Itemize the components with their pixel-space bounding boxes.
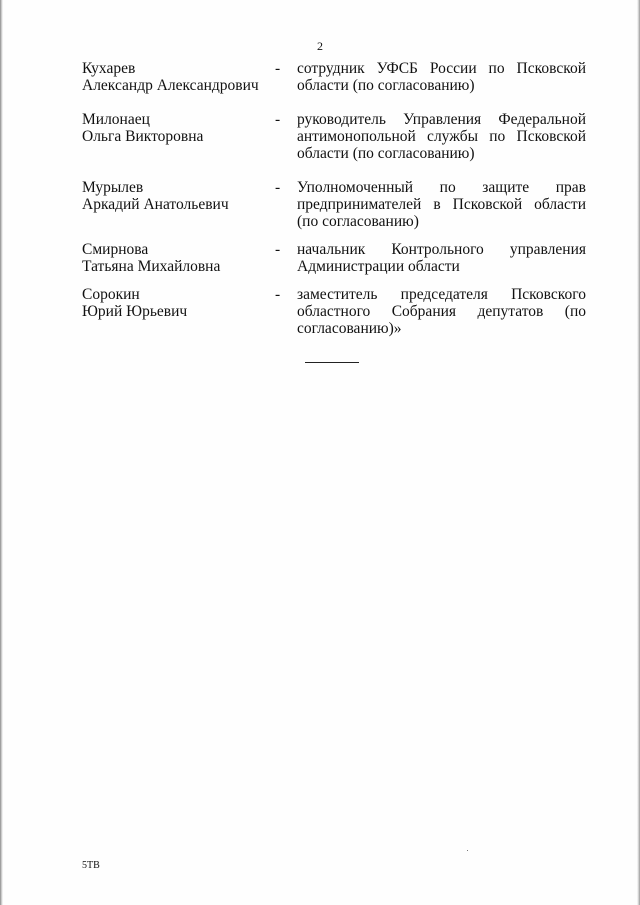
position-line: (по согласованию) bbox=[297, 213, 419, 230]
member-list bbox=[82, 60, 586, 346]
list-item bbox=[82, 241, 586, 286]
position-line: антимонопольной службы по Псковской bbox=[297, 128, 586, 145]
surname: Милонаец bbox=[82, 111, 150, 128]
footer-code: 5ТВ bbox=[82, 860, 100, 871]
position-line: Администрации области bbox=[297, 258, 460, 275]
person-name bbox=[82, 60, 269, 111]
scan-left-edge bbox=[0, 0, 3, 905]
given-names: Аркадий Анатольевич bbox=[82, 196, 229, 213]
person-name bbox=[82, 286, 269, 346]
person-name bbox=[82, 179, 269, 241]
position-line: предпринимателей в Псковской области bbox=[297, 196, 586, 213]
person-name bbox=[82, 241, 269, 286]
surname: Сорокин bbox=[82, 286, 140, 303]
position-line: сотрудник УФСБ России по Псковской bbox=[297, 60, 586, 77]
position-description bbox=[297, 111, 586, 179]
person-name bbox=[82, 111, 269, 179]
list-item bbox=[82, 179, 586, 241]
given-names: Юрий Юрьевич bbox=[82, 303, 188, 320]
position-line: Уполномоченный по защите прав bbox=[297, 179, 586, 196]
scan-speck bbox=[467, 850, 468, 851]
position-description bbox=[297, 286, 586, 346]
given-names: Александр Александрович bbox=[82, 77, 259, 94]
position-line: руководитель Управления Федеральной bbox=[297, 111, 586, 128]
position-description bbox=[297, 179, 586, 241]
list-item bbox=[82, 286, 586, 346]
separator-dash: - bbox=[275, 179, 281, 196]
position-line: области (по согласованию) bbox=[297, 77, 475, 94]
surname: Мурылев bbox=[82, 179, 144, 196]
closing-rule bbox=[305, 362, 359, 363]
list-item bbox=[82, 111, 586, 179]
given-names: Ольга Викторовна bbox=[82, 128, 204, 145]
separator-dash: - bbox=[275, 241, 281, 258]
separator-dash: - bbox=[275, 111, 281, 128]
position-description bbox=[297, 241, 586, 286]
separator-dash: - bbox=[275, 60, 281, 77]
page-number: 2 bbox=[317, 39, 323, 53]
surname: Кухарев bbox=[82, 60, 136, 77]
position-line: областного Собрания депутатов (по bbox=[297, 303, 586, 320]
position-line: заместитель председателя Псковского bbox=[297, 286, 586, 303]
list-item bbox=[82, 60, 586, 111]
position-line: области (по согласованию) bbox=[297, 145, 475, 162]
separator-dash: - bbox=[275, 286, 281, 303]
position-description bbox=[297, 60, 586, 111]
position-line: согласованию)» bbox=[297, 320, 402, 337]
given-names: Татьяна Михайловна bbox=[82, 258, 221, 275]
position-line: начальник Контрольного управления bbox=[297, 241, 586, 258]
surname: Смирнова bbox=[82, 241, 149, 258]
